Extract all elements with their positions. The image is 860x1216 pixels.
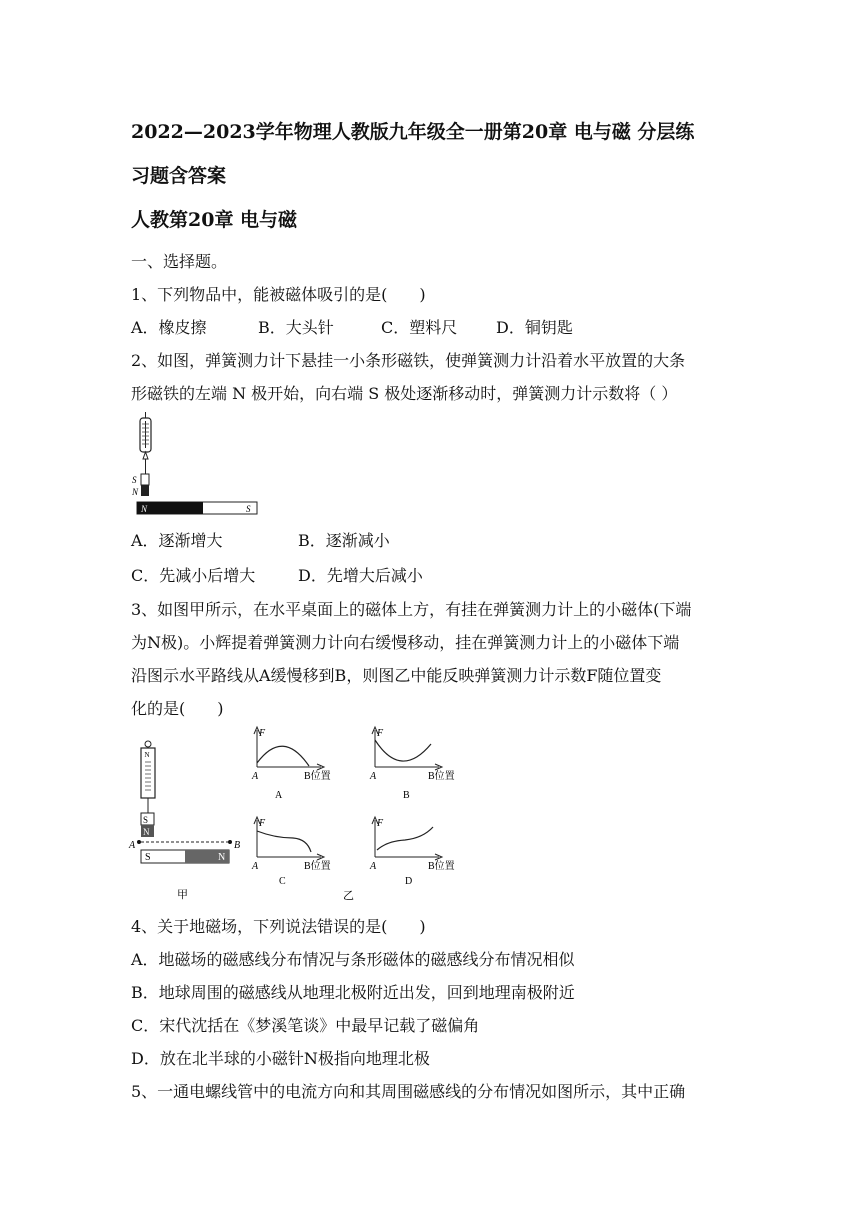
graph-d-y-label: F bbox=[377, 818, 384, 829]
caption-yi: 乙 bbox=[343, 890, 354, 902]
graph-d-caption: D bbox=[405, 876, 413, 887]
q2-option-b: B．逐渐减小 bbox=[298, 531, 390, 550]
graph-a-x-label: B位置 bbox=[304, 771, 331, 782]
graph-d bbox=[369, 817, 455, 887]
graph-d-origin: A bbox=[370, 861, 377, 872]
q4-option-a: A．地磁场的磁感线分布情况与条形磁体的磁感线分布情况相似 bbox=[131, 950, 575, 969]
small-magnet-bottom-label: N bbox=[132, 487, 139, 497]
graph-a bbox=[251, 727, 331, 801]
point-a-label: A bbox=[129, 840, 136, 851]
document-title-line2: 习题含答案 bbox=[131, 165, 227, 187]
graph-a-origin: A bbox=[252, 771, 259, 782]
q1-option-c: C．塑料尺 bbox=[381, 318, 458, 337]
graph-c-y-label: F bbox=[259, 818, 266, 829]
large-bar-magnet bbox=[137, 502, 257, 514]
graph-b-caption: B bbox=[403, 790, 410, 801]
q3-stem-line4: 化的是( ) bbox=[131, 699, 224, 718]
q1-stem: 1、下列物品中，能被磁体吸引的是( ) bbox=[131, 285, 426, 304]
graph-d-x-label: B位置 bbox=[428, 861, 455, 872]
q4-stem: 4、关于地磁场，下列说法错误的是( ) bbox=[131, 917, 426, 936]
q3-stem-line3: 沿图示水平路线从A缓慢移到B，则图乙中能反映弹簧测力计示数F随位置变 bbox=[131, 666, 662, 685]
spring-scale-icon bbox=[140, 412, 151, 474]
figure-jia bbox=[128, 741, 240, 901]
q2-option-c: C．先减小后增大 bbox=[131, 566, 256, 585]
q3-stem-line2: 为N极)。小辉提着弹簧测力计向右缓慢移动，挂在弹簧测力计上的小磁体下端 bbox=[131, 633, 680, 652]
q5-stem: 5、一通电螺线管中的电流方向和其周围磁感线的分布情况如图所示，其中正确 bbox=[131, 1082, 686, 1101]
bar-magnet-left-label: N bbox=[141, 504, 148, 514]
graph-c-origin: A bbox=[252, 861, 259, 872]
spring-scale-label: N bbox=[144, 751, 150, 759]
section-heading: 一、选择题。 bbox=[131, 252, 228, 271]
graph-a-caption: A bbox=[275, 790, 283, 801]
q2-figure bbox=[131, 412, 266, 520]
q3-figure bbox=[125, 720, 470, 905]
q1-option-d: D．铜钥匙 bbox=[496, 318, 573, 337]
q4-option-c: C．宋代沈括在《梦溪笔谈》中最早记载了磁偏角 bbox=[131, 1016, 480, 1035]
bar-magnet-right-label: S bbox=[246, 504, 251, 514]
q4-option-d: D．放在北半球的小磁针N极指向地理北极 bbox=[131, 1049, 430, 1068]
caption-jia: 甲 bbox=[177, 889, 188, 901]
graph-b-origin: A bbox=[370, 771, 377, 782]
q2-option-a: A．逐渐增大 bbox=[131, 531, 223, 550]
graph-b-y-label: F bbox=[377, 728, 384, 739]
graph-b-x-label: B位置 bbox=[428, 771, 455, 782]
q2-stem-line2: 形磁铁的左端 N 极开始，向右端 S 极处逐渐移动时，弹簧测力计示数将（ ） bbox=[131, 384, 678, 403]
q4-option-b: B．地球周围的磁感线从地理北极附近出发，回到地理南极附近 bbox=[131, 983, 575, 1002]
q2-option-d: D．先增大后减小 bbox=[298, 566, 423, 585]
graph-c bbox=[251, 817, 331, 887]
graph-b bbox=[369, 727, 455, 801]
graph-a-y-label: F bbox=[259, 728, 266, 739]
chapter-heading: 人教第20章 电与磁 bbox=[131, 209, 298, 231]
large-magnet-right-label: N bbox=[218, 852, 226, 863]
q3-stem-line1: 3、如图甲所示，在水平桌面上的磁体上方，有挂在弹簧测力计上的小磁体(下端 bbox=[131, 600, 692, 619]
small-magnet-top-label: S bbox=[132, 475, 137, 485]
graph-c-caption: C bbox=[279, 876, 286, 887]
graph-c-x-label: B位置 bbox=[304, 861, 331, 872]
small-bar-magnet bbox=[141, 474, 149, 496]
large-magnet-left-label: S bbox=[145, 852, 151, 863]
q1-option-b: B．大头针 bbox=[258, 318, 334, 337]
q2-stem-line1: 2、如图，弹簧测力计下悬挂一小条形磁铁，使弹簧测力计沿着水平放置的大条 bbox=[131, 351, 686, 370]
small-magnet-bottom-label: N bbox=[143, 827, 150, 837]
point-b-label: B bbox=[234, 840, 241, 851]
q1-option-a: A．橡皮擦 bbox=[131, 318, 207, 337]
small-magnet-top-label: S bbox=[143, 815, 149, 825]
document-title-line1: 2022—2023学年物理人教版九年级全一册第20章 电与磁 分层练 bbox=[131, 121, 695, 143]
